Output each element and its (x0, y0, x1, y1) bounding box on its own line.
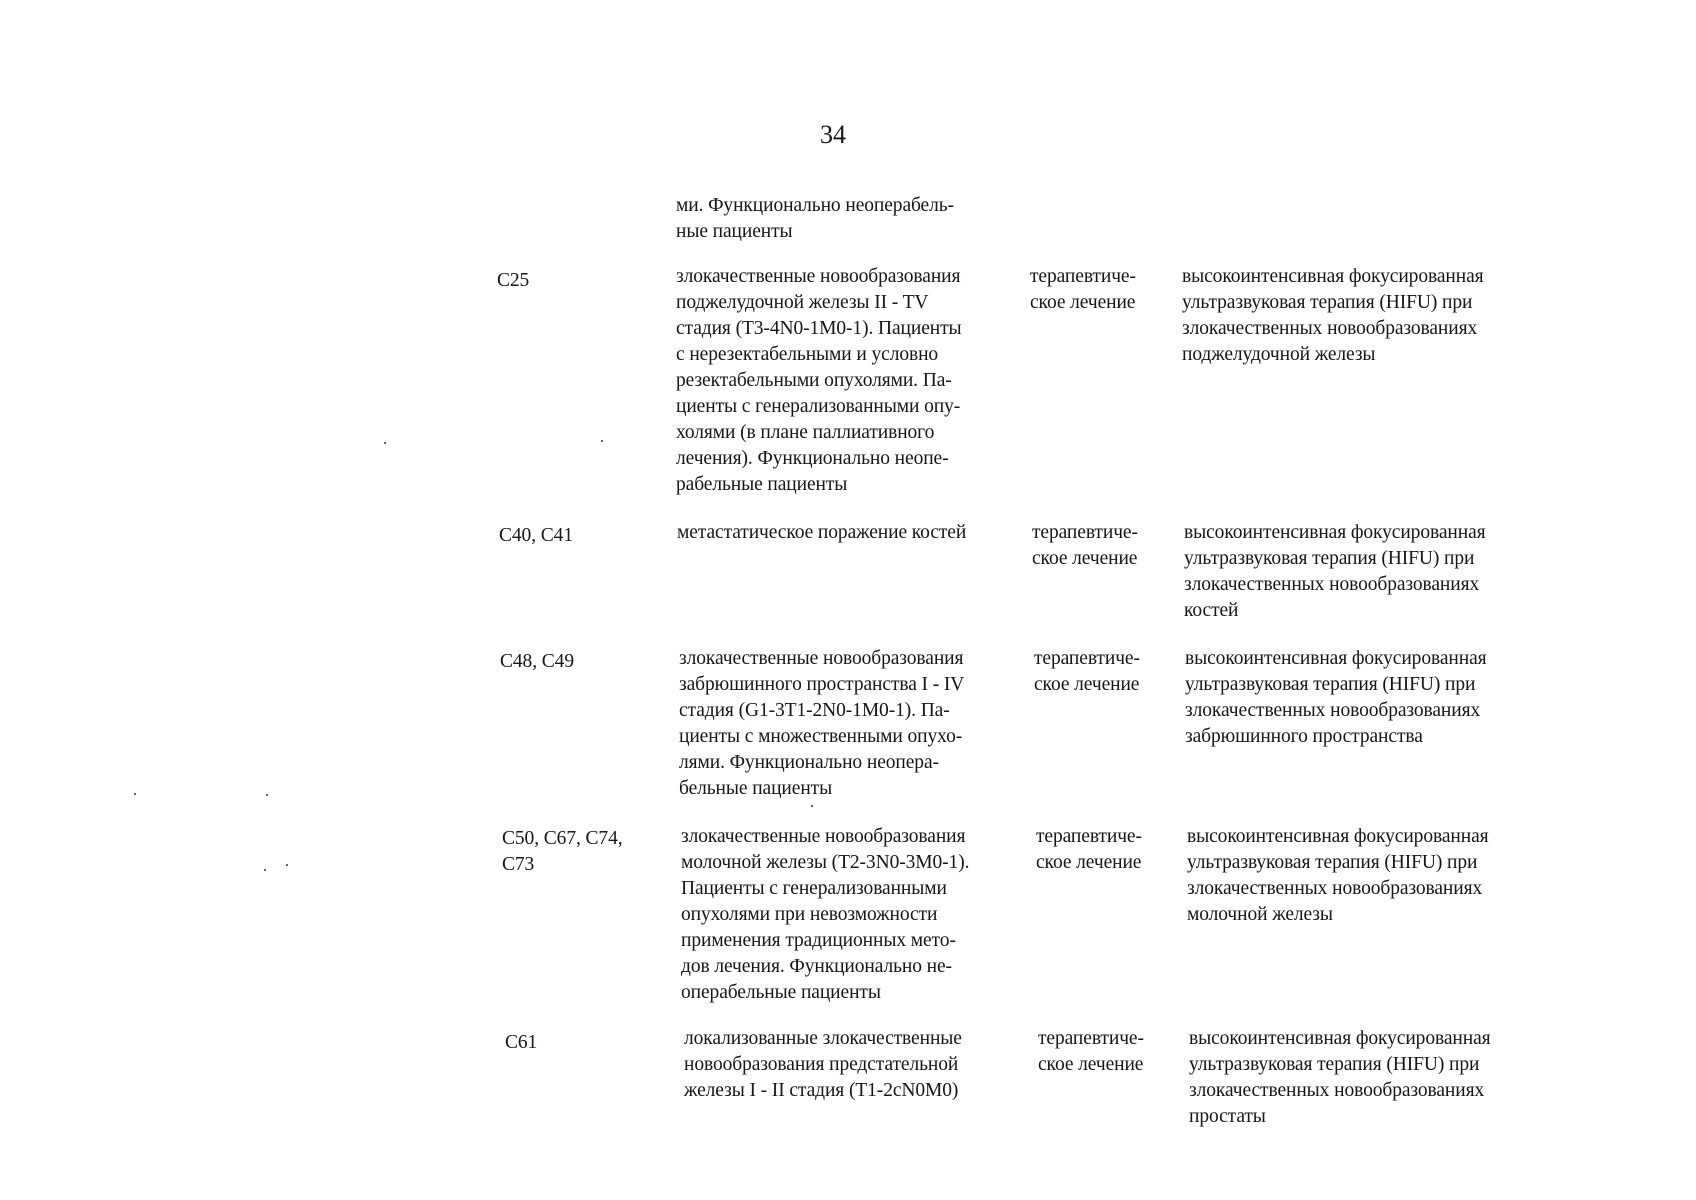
method-cell: высокоинтенсивная фокусированная ультразвуковая терапия (HIFU) при злокачественных новообразованиях забрюшинного пространства (1185, 648, 1487, 747)
method-cell: высокоинтенсивная фокусированная ультразвуковая терапия (HIFU) при злокачественных новообразованиях костей (1184, 522, 1486, 621)
code-cell: C61 (505, 1032, 538, 1053)
code-cell: C25 (497, 270, 530, 291)
treatment-type-cell: терапевтиче- ское лечение (1034, 648, 1140, 695)
treatment-type-cell: терапевтиче- ское лечение (1030, 266, 1136, 313)
page-number: 34 (820, 120, 846, 149)
code-cell: C50, C67, C74, C73 (502, 828, 623, 875)
scan-speck (286, 864, 288, 866)
method-cell: высокоинтенсивная фокусированная ультразвуковая терапия (HIFU) при злокачественных новообразованиях поджелудочной железы (1182, 266, 1484, 365)
method-cell: высокоинтенсивная фокусированная ультразвуковая терапия (HIFU) при злокачественных новообразованиях молочной железы (1187, 826, 1489, 925)
condition-cell: злокачественные новообразования поджелудочной железы II - TV стадия (T3-4N0-1M0-1). Пациенты с нерезектабельными и условно резектабельными опухолями. Па- циенты с генерализованными опу- холями (в плане паллиативного лечения). Функционально неопе- рабельные пациенты (676, 266, 962, 495)
condition-cell: метастатическое поражение костей (677, 522, 967, 543)
treatment-type-cell: терапевтиче- ское лечение (1032, 522, 1138, 569)
code-cell: C40, C41 (499, 525, 573, 546)
scan-speck (134, 793, 136, 795)
scan-speck (264, 869, 266, 871)
condition-cell: злокачественные новообразования молочной железы (T2-3N0-3M0-1). Пациенты с генерализованными опухолями при невозможности применения традиционных мето- дов лечения. Функционально не- операбельные пациенты (681, 826, 970, 1003)
condition-cell: злокачественные новообразования забрюшинного пространства I - IV стадия (G1-3T1-2N0-1M0-1). Па- циенты с множественными опухо- лями. Функционально неопера- бельные пациенты (679, 648, 965, 799)
method-cell: высокоинтенсивная фокусированная ультразвуковая терапия (HIFU) при злокачественных новообразованиях простаты (1189, 1028, 1491, 1127)
condition-cell: локализованные злокачественные новообразования предстательной железы I - II стадия (T1-2cN0M0) (684, 1028, 962, 1101)
code-cell: C48, C49 (500, 651, 574, 672)
treatment-type-cell: терапевтиче- ское лечение (1038, 1028, 1144, 1075)
treatment-type-cell: терапевтиче- ское лечение (1036, 826, 1142, 873)
scan-speck (384, 442, 386, 444)
scan-speck (811, 805, 813, 807)
scan-speck (601, 440, 603, 442)
continuation-condition-cell: ми. Функционально неоперабель- ные пациенты (676, 195, 954, 242)
scan-speck (266, 794, 268, 796)
